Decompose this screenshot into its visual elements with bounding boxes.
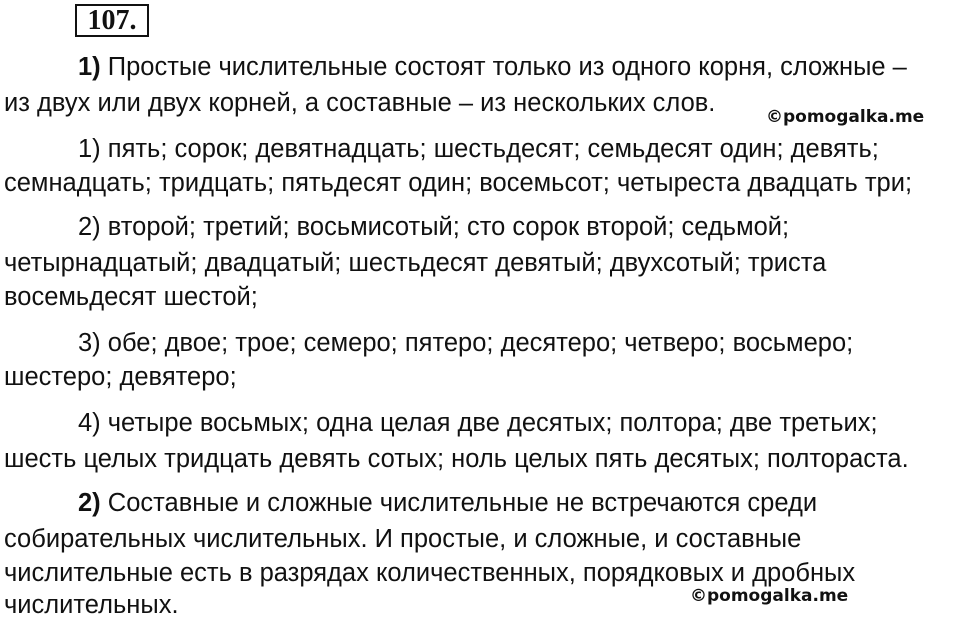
text-line: четырнадцатый; двадцатый; шестьдесят девятый; двухсотый; триста — [4, 249, 827, 277]
list-item-4-line-2 — [4, 444, 909, 474]
text-line: шесть целых тридцать девять сотых; ноль целых пять десятых; полтораста. — [4, 445, 909, 473]
paragraph-1-line-2 — [4, 88, 715, 118]
paragraph-2-line-4 — [4, 590, 179, 620]
paragraph-2-line-3 — [4, 558, 855, 588]
text-line: Простые числительные состоят только из одного корня, сложные – — [107, 53, 907, 81]
list-item-2-line-2 — [4, 248, 826, 278]
paragraph-2-line-2 — [4, 524, 801, 554]
exercise-number: 107. — [87, 4, 137, 36]
paragraph-2-line-1 — [78, 488, 817, 518]
text-line: семнадцать; тридцать; пятьдесят один; восемьсот; четыреста двадцать три; — [4, 169, 913, 197]
list-item-4-line-1 — [78, 408, 878, 438]
exercise-number-box — [75, 4, 149, 37]
list-item-2-line-1 — [78, 212, 789, 242]
part-1-marker: 1) — [78, 53, 101, 81]
text-line: Составные и сложные числительные не встречаются среди — [107, 489, 818, 517]
text-line: 3) обе; двое; трое; семеро; пятеро; десятеро; четверо; восьмеро; — [78, 329, 854, 357]
text-line: 1) пять; сорок; девятнадцать; шестьдесят; семьдесят один; девять; — [78, 135, 879, 163]
text-line: числительные есть в разрядах количественных, порядковых и дробных — [4, 559, 856, 587]
text-line: шестеро; девятеро; — [4, 363, 237, 391]
text-line: 4) четыре восьмых; одна целая две десятых; полтора; две третьих; — [78, 409, 878, 437]
text-line: числительных. — [4, 591, 179, 619]
part-2-marker: 2) — [78, 489, 101, 517]
list-item-3-line-1 — [78, 328, 853, 358]
text-line: восемьдесят шестой; — [4, 283, 258, 311]
list-item-1-line-2 — [4, 168, 912, 198]
watermark-bottom: ©pomogalka.me — [690, 586, 849, 606]
text-line: из двух или двух корней, а составные – из нескольких слов. — [4, 89, 716, 117]
paragraph-1-line-1 — [78, 52, 907, 82]
watermark-top: ©pomogalka.me — [766, 107, 925, 127]
text-line: собирательных числительных. И простые, и сложные, и составные — [4, 525, 802, 553]
text-line: 2) второй; третий; восьмисотый; сто сорок второй; седьмой; — [78, 213, 790, 241]
list-item-3-line-2 — [4, 362, 237, 392]
list-item-2-line-3 — [4, 282, 258, 312]
list-item-1-line-1 — [78, 134, 879, 164]
